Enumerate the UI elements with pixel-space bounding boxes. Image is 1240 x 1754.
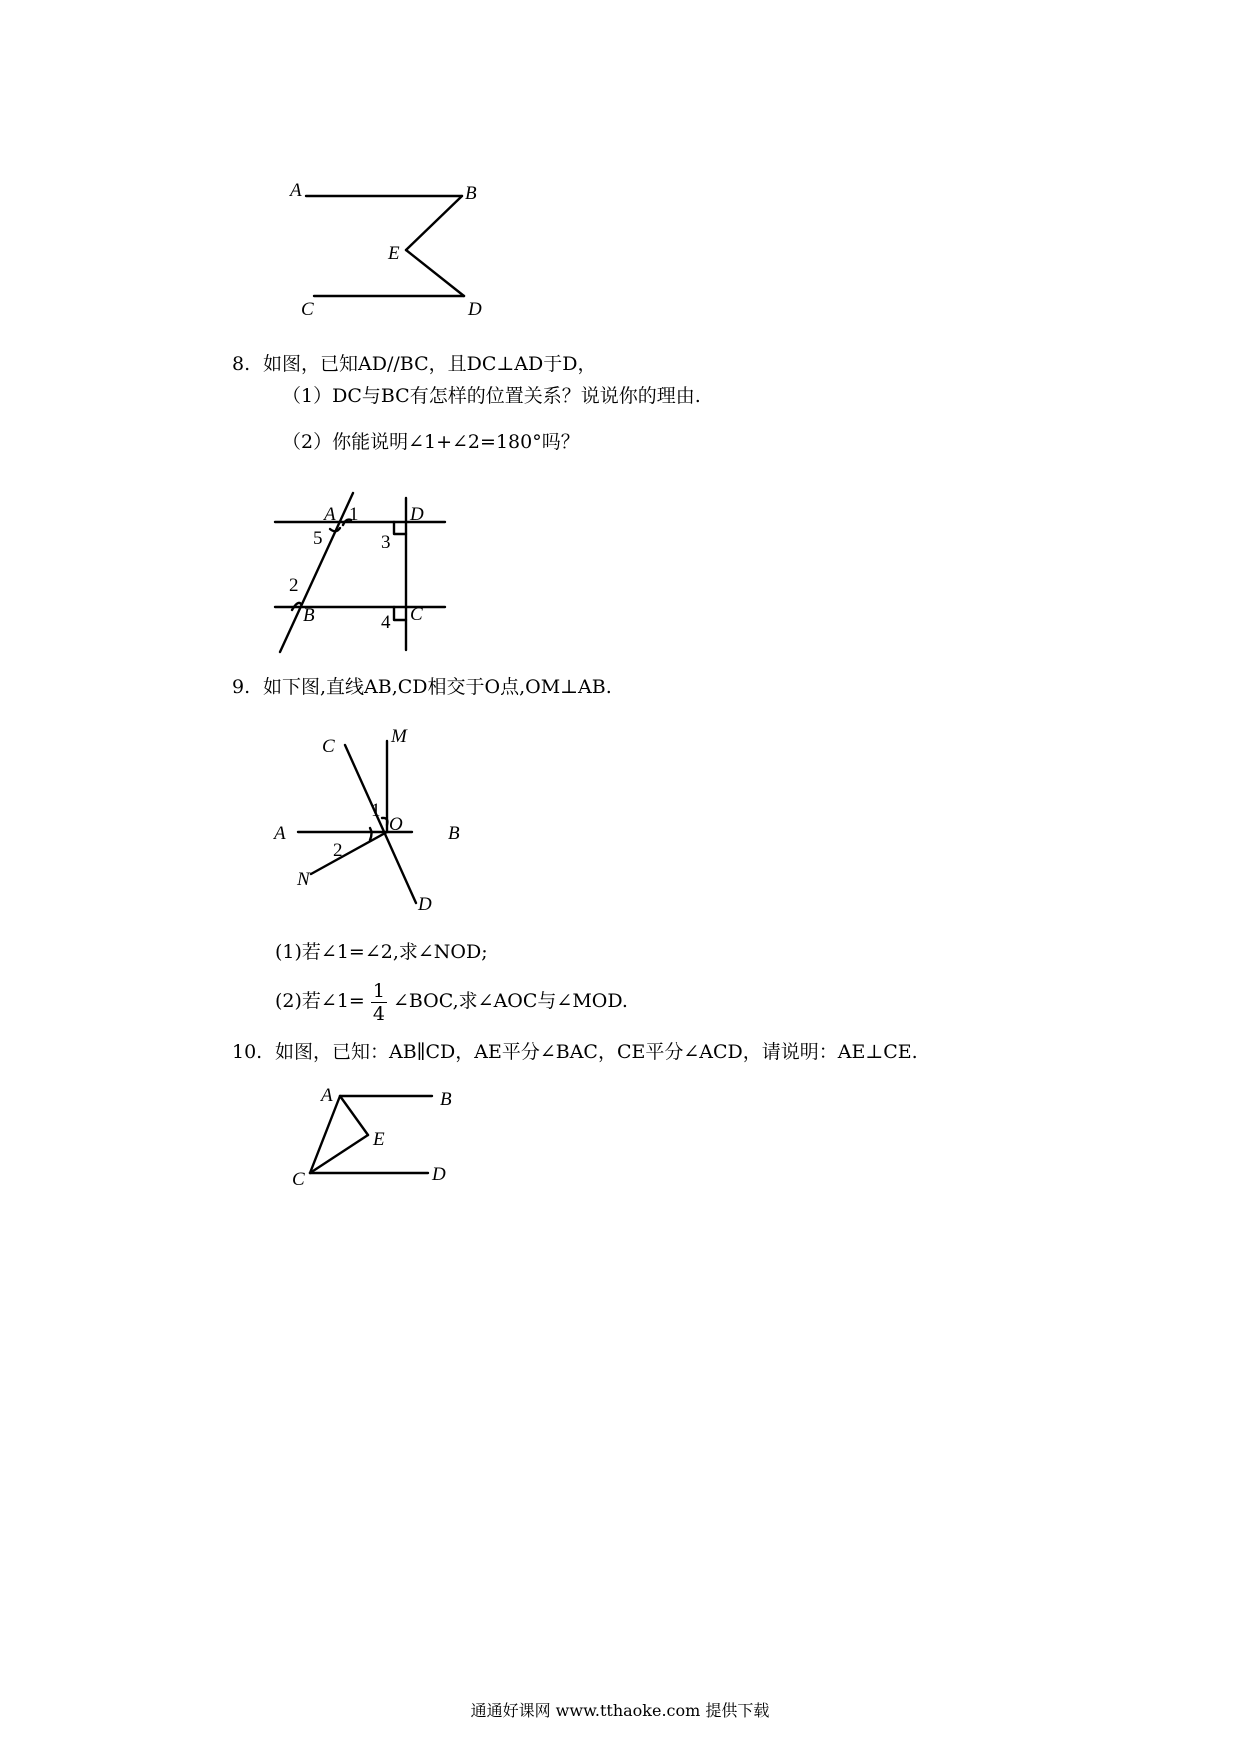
question-part: (1)若∠1=∠2,求∠NOD; [275, 941, 488, 963]
figure-q10 [280, 1080, 470, 1190]
label-O: O [389, 814, 403, 835]
figure-q8 [270, 490, 450, 660]
label-5: 5 [313, 528, 323, 549]
question-number: 10. [232, 1041, 263, 1063]
figure-q9 [270, 725, 470, 915]
label-A: A [274, 823, 286, 844]
label-E: E [388, 243, 400, 264]
label-A: A [290, 180, 302, 201]
label-D: D [468, 299, 482, 320]
label-C: C [292, 1169, 305, 1190]
question-stem: 如下图,直线AB,CD相交于O点,OM⊥AB. [263, 676, 612, 698]
question-part-fraction-line [275, 975, 628, 1027]
label-C: C [410, 604, 423, 625]
question-number: 9. [232, 676, 251, 698]
label-1: 1 [371, 800, 381, 821]
label-E: E [373, 1129, 385, 1150]
label-D: D [432, 1164, 446, 1185]
label-C: C [301, 299, 314, 320]
label-1: 1 [349, 504, 359, 525]
part2-suffix: ∠BOC,求∠AOC与∠MOD. [392, 990, 628, 1012]
label-B: B [303, 605, 315, 626]
fraction-one-quarter [371, 980, 387, 1025]
question-stem: 如图，已知AD//BC，且DC⊥AD于D， [263, 353, 597, 375]
label-B: B [465, 183, 477, 204]
fraction-numerator: 1 [372, 979, 385, 1002]
label-D: D [418, 894, 432, 915]
label-2: 2 [289, 575, 299, 596]
label-D: D [410, 504, 424, 525]
label-4: 4 [381, 612, 391, 633]
label-3: 3 [381, 532, 391, 553]
label-A: A [324, 504, 336, 525]
label-C: C [322, 736, 335, 757]
question-number: 8. [232, 353, 251, 375]
part2-prefix: (2)若∠1= [275, 990, 365, 1012]
label-A: A [321, 1085, 333, 1106]
fraction-denominator: 4 [372, 1002, 385, 1025]
label-B: B [448, 823, 460, 844]
label-2: 2 [333, 840, 343, 861]
question-part: （1）DC与BC有怎样的位置关系？说说你的理由. [282, 385, 701, 407]
label-M: M [391, 726, 407, 747]
figure-q7 [280, 170, 500, 320]
label-B: B [440, 1089, 452, 1110]
label-N: N [297, 869, 310, 890]
page-footer: 通通好课网 www.tthaoke.com 提供下载 [470, 1701, 770, 1720]
question-stem: 如图，已知：AB∥CD，AE平分∠BAC，CE平分∠ACD，请说明：AE⊥CE. [275, 1041, 918, 1063]
question-part: （2）你能说明∠1+∠2=180°吗？ [282, 431, 580, 453]
